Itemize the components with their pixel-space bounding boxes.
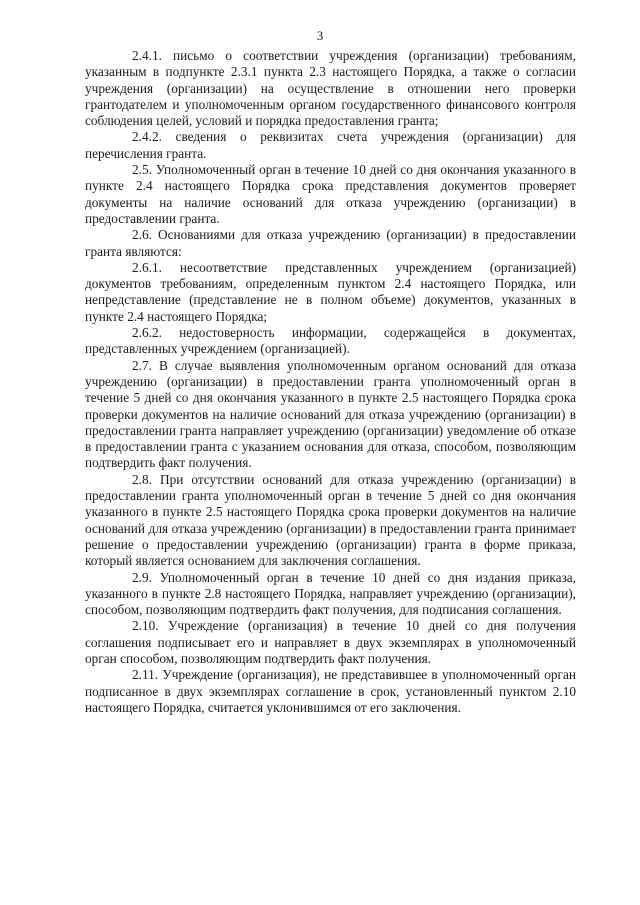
paragraph-2-6-2: 2.6.2. недостоверность информации, содержащейся в документах, представленных учреждением (организацией). [85, 325, 576, 357]
paragraph-2-11: 2.11. Учреждение (организация), не представившее в уполномоченный орган подписанное в двух экземплярах соглашение в срок, установленный пунктом 2.10 настоящего Порядка, считается уклонившимся от его заключения. [85, 667, 576, 715]
document-body [85, 48, 576, 716]
paragraph-2-10: 2.10. Учреждение (организация) в течение 10 дней со дня получения соглашения подписывает его и направляет в двух экземплярах в уполномоченный орган способом, позволяющим подтвердить факт получения. [85, 618, 576, 666]
paragraph-2-5: 2.5. Уполномоченный орган в течение 10 дней со дня окончания указанного в пункте 2.4 настоящего Порядка срока представления документов проверяет документы на наличие оснований для отказа учреждению (организации) в предоставлении гранта. [85, 162, 576, 226]
page-number: 3 [316, 28, 324, 43]
paragraph-2-9: 2.9. Уполномоченный орган в течение 10 дней со дня издания приказа, указанного в пункте 2.8 настоящего Порядка, направляет учреждению (организации), способом, позволяющим подтвердить факт получения, для подписания соглашения. [85, 569, 576, 618]
paragraph-2-8: 2.8. При отсутствии оснований для отказа учреждению (организации) в предоставлении гранта уполномоченный орган в течение 5 дней со дня окончания указанного в пункте 2.5 настоящего Порядка срока проверки документов на наличие оснований для отказа учреждению (организации) в предоставлении гранта принимает решение о предоставлении учреждению (организации) гранта в форме приказа, который является основанием для заключения соглашения. [85, 471, 576, 569]
paragraph-2-6: 2.6. Основаниями для отказа учреждению (организации) в предоставлении гранта являются: [85, 227, 576, 259]
paragraph-2-4-2: 2.4.2. сведения о реквизитах счета учреждения (организации) для перечисления гранта. [85, 129, 576, 161]
paragraph-2-7: 2.7. В случае выявления уполномоченным органом оснований для отказа учреждению (организации) в предоставлении гранта уполномоченный орган в течение 5 дней со дня окончания указанного в пункте 2.5 настоящего Порядка срока проверки документов на наличие оснований для отказа учреждению (организации) в предоставлении гранта направляет учреждению (организации) уведомление об отказе в предоставлении гранта с указанием основания для отказа, способом, позволяющим подтвердить факт получения. [85, 357, 576, 471]
paragraph-2-6-1: 2.6.1. несоответствие представленных учреждением (организацией) документов требованиям, определенным пунктом 2.4 настоящего Порядка, или непредставление (представление не в полном объеме) документов, указанных в пункте 2.4 настоящего Порядка; [85, 259, 576, 324]
paragraph-2-4-1: 2.4.1. письмо о соответствии учреждения (организации) требованиям, указанным в подпункте 2.3.1 пункта 2.3 настоящего Порядка, а также о согласии учреждения (организации) на осуществление в отношении него проверки грантодателем и уполномоченным органом государственного финансового контроля соблюдения целей, условий и порядка предоставления гранта; [85, 48, 576, 129]
